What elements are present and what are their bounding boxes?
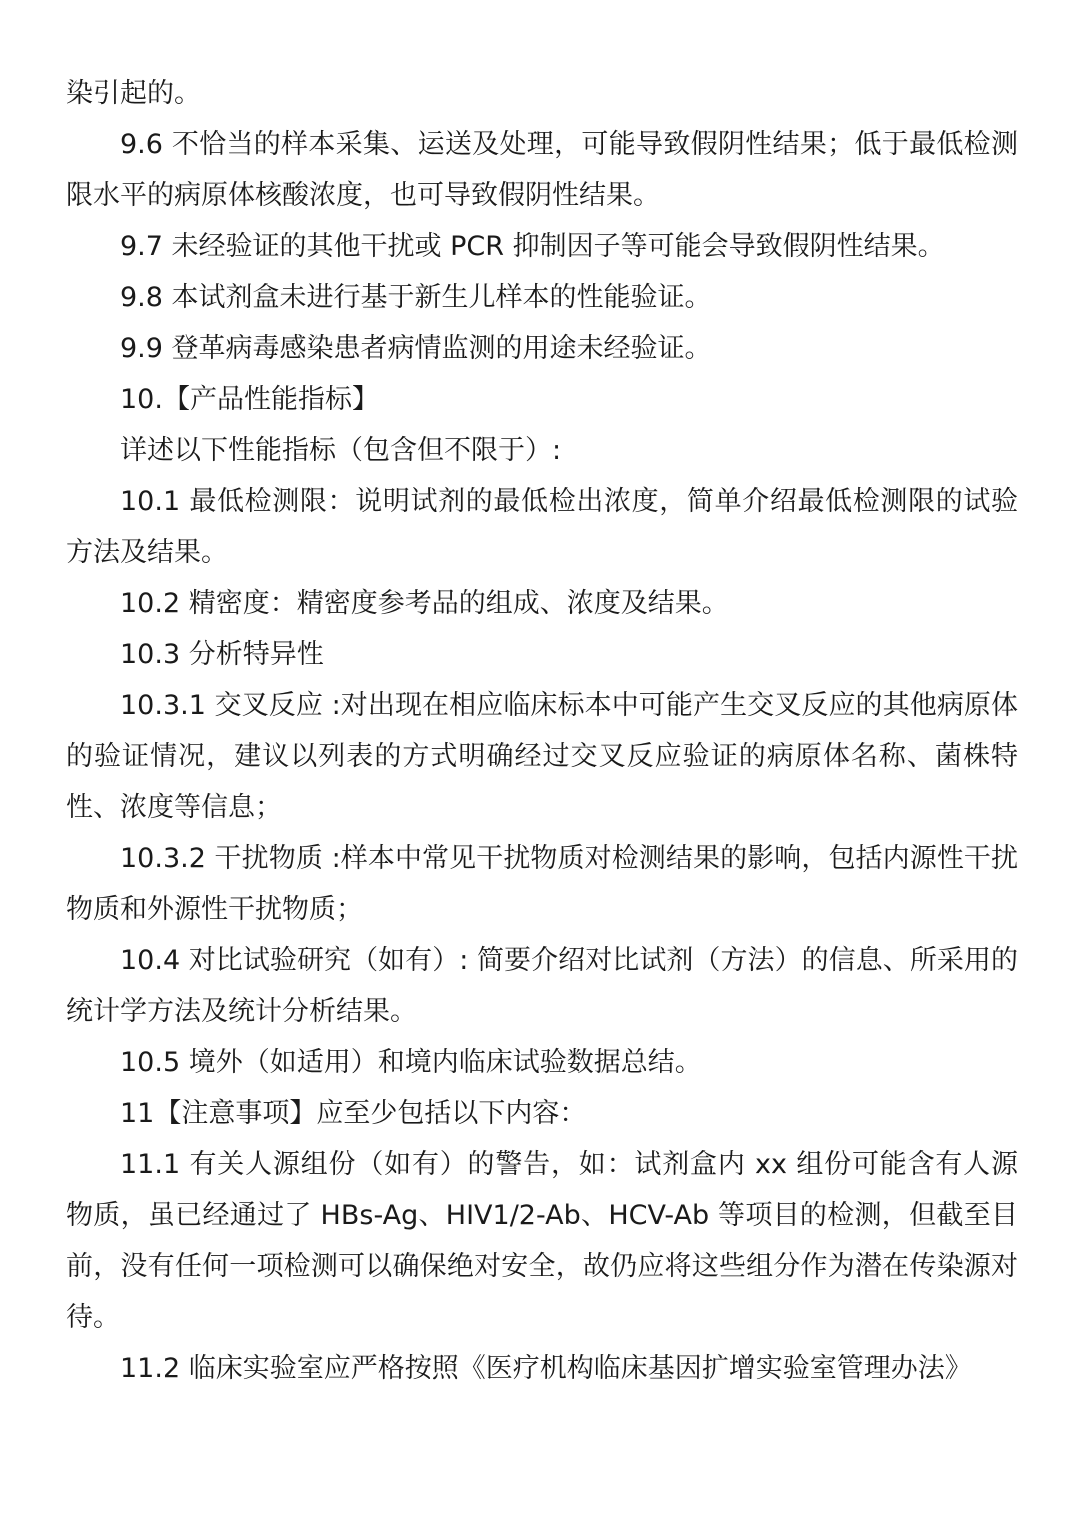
- paragraph-9-8: 9.8 本试剂盒未进行基于新生儿样本的性能验证。: [120, 282, 712, 313]
- section-heading-10: 10.【产品性能指标】: [120, 384, 379, 415]
- paragraph-9-9: 9.9 登革病毒感染患者病情监测的用途未经验证。: [120, 333, 712, 364]
- paragraph-11-2: 11.2 临床实验室应严格按照《医疗机构临床基因扩增实验室管理办法》: [120, 1353, 972, 1384]
- paragraph-10-2: 10.2 精密度：精密度参考品的组成、浓度及结果。: [120, 588, 729, 619]
- paragraph-10-5: 10.5 境外（如适用）和境内临床试验数据总结。: [120, 1047, 702, 1078]
- paragraph-10-intro: 详述以下性能指标（包含但不限于）:: [120, 435, 562, 466]
- paragraph-10-3-2: 10.3.2 干扰物质 :样本中常见干扰物质对检测结果的影响，包括内源性干扰物质和外源性干扰物质；: [66, 843, 1018, 925]
- paragraph-9-7: 9.7 未经验证的其他干扰或 PCR 抑制因子等可能会导致假阴性结果。: [120, 231, 945, 262]
- section-heading-11: 11【注意事项】应至少包括以下内容：: [120, 1098, 587, 1129]
- paragraph-11-1: 11.1 有关人源组份（如有）的警告，如：试剂盒内 xx 组份可能含有人源物质，虽已经通过了 HBs-Ag、HIV1/2-Ab、HCV-Ab 等项目的检测，但截至目前，没有任何一项检测可以确保绝对安全，故仍应将这些组分作为潜在传染源对待。: [66, 1149, 1018, 1333]
- paragraph-10-3-1: 10.3.1 交叉反应 :对出现在相应临床标本中可能产生交叉反应的其他病原体的验证情况，建议以列表的方式明确经过交叉反应验证的病原体名称、菌株特性、浓度等信息；: [66, 690, 1018, 823]
- paragraph-continuation: 染引起的。: [66, 78, 201, 109]
- paragraph-10-1: 10.1 最低检测限：说明试剂的最低检出浓度，简单介绍最低检测限的试验方法及结果。: [66, 486, 1018, 568]
- paragraph-10-4: 10.4 对比试验研究（如有）: 简要介绍对比试剂（方法）的信息、所采用的统计学方法及统计分析结果。: [66, 945, 1018, 1027]
- paragraph-9-6: 9.6 不恰当的样本采集、运送及处理，可能导致假阴性结果；低于最低检测限水平的病原体核酸浓度，也可导致假阴性结果。: [66, 129, 1018, 211]
- paragraph-10-3: 10.3 分析特异性: [120, 639, 324, 670]
